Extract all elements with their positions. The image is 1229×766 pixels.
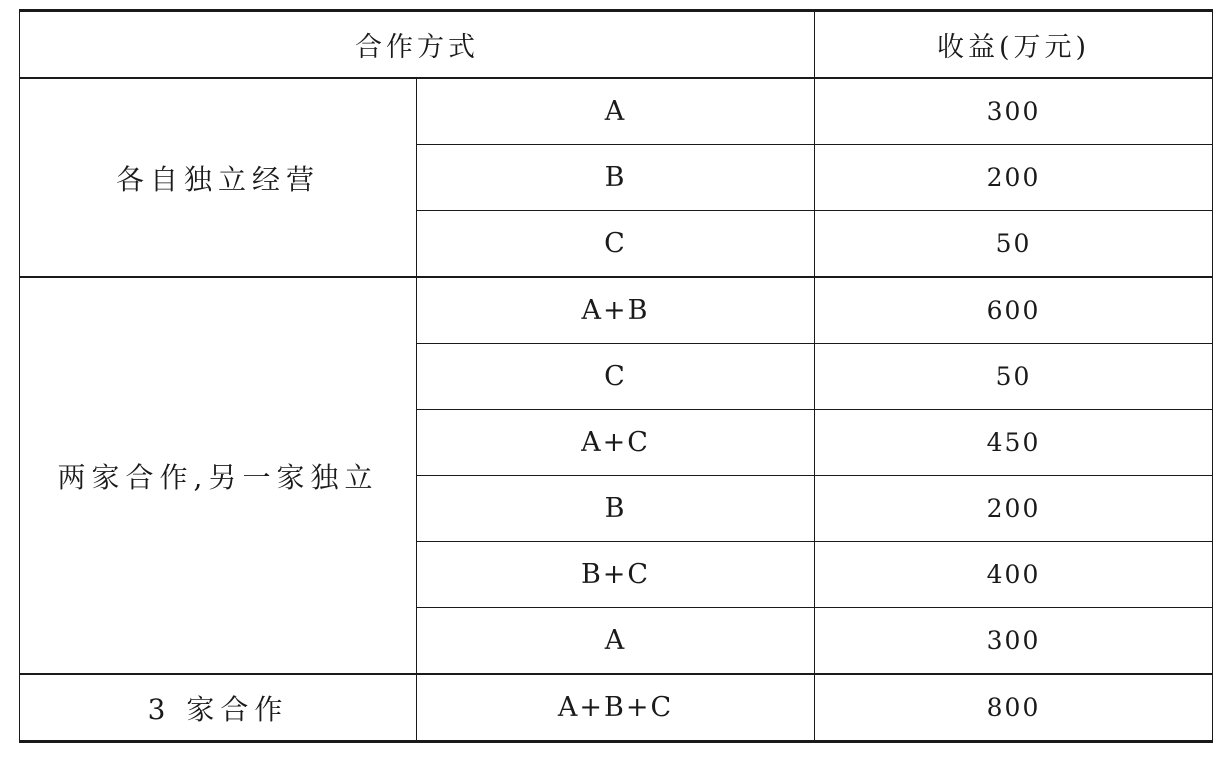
income-cell: 450 [815,410,1213,476]
income-cell: 50 [815,211,1213,278]
income-cell: 400 [815,542,1213,608]
header-cooperation-mode: 合作方式 [20,11,815,79]
cooperation-income-table-container [19,9,1212,743]
income-cell: 50 [815,344,1213,410]
combo-cell: A [417,78,815,145]
income-cell: 800 [815,674,1213,742]
combo-cell: B+C [417,542,815,608]
mode-cell-two-cooperate: 两家合作,另一家独立 [20,277,417,674]
combo-cell: A+C [417,410,815,476]
table-row [20,277,1213,344]
income-cell: 200 [815,476,1213,542]
combo-cell: A [417,608,815,675]
mode-cell-three-cooperate: 3 家合作 [20,674,417,742]
header-income: 收益(万元) [815,11,1213,79]
combo-cell: B [417,476,815,542]
cooperation-income-table [19,9,1213,743]
table-row [20,78,1213,145]
combo-cell: C [417,344,815,410]
combo-cell: A+B+C [417,674,815,742]
table-header-row [20,11,1213,79]
combo-cell: B [417,145,815,211]
income-cell: 200 [815,145,1213,211]
income-cell: 300 [815,78,1213,145]
income-cell: 600 [815,277,1213,344]
combo-cell: C [417,211,815,278]
table-row [20,674,1213,742]
income-cell: 300 [815,608,1213,675]
combo-cell: A+B [417,277,815,344]
mode-cell-independent: 各自独立经营 [20,78,417,277]
